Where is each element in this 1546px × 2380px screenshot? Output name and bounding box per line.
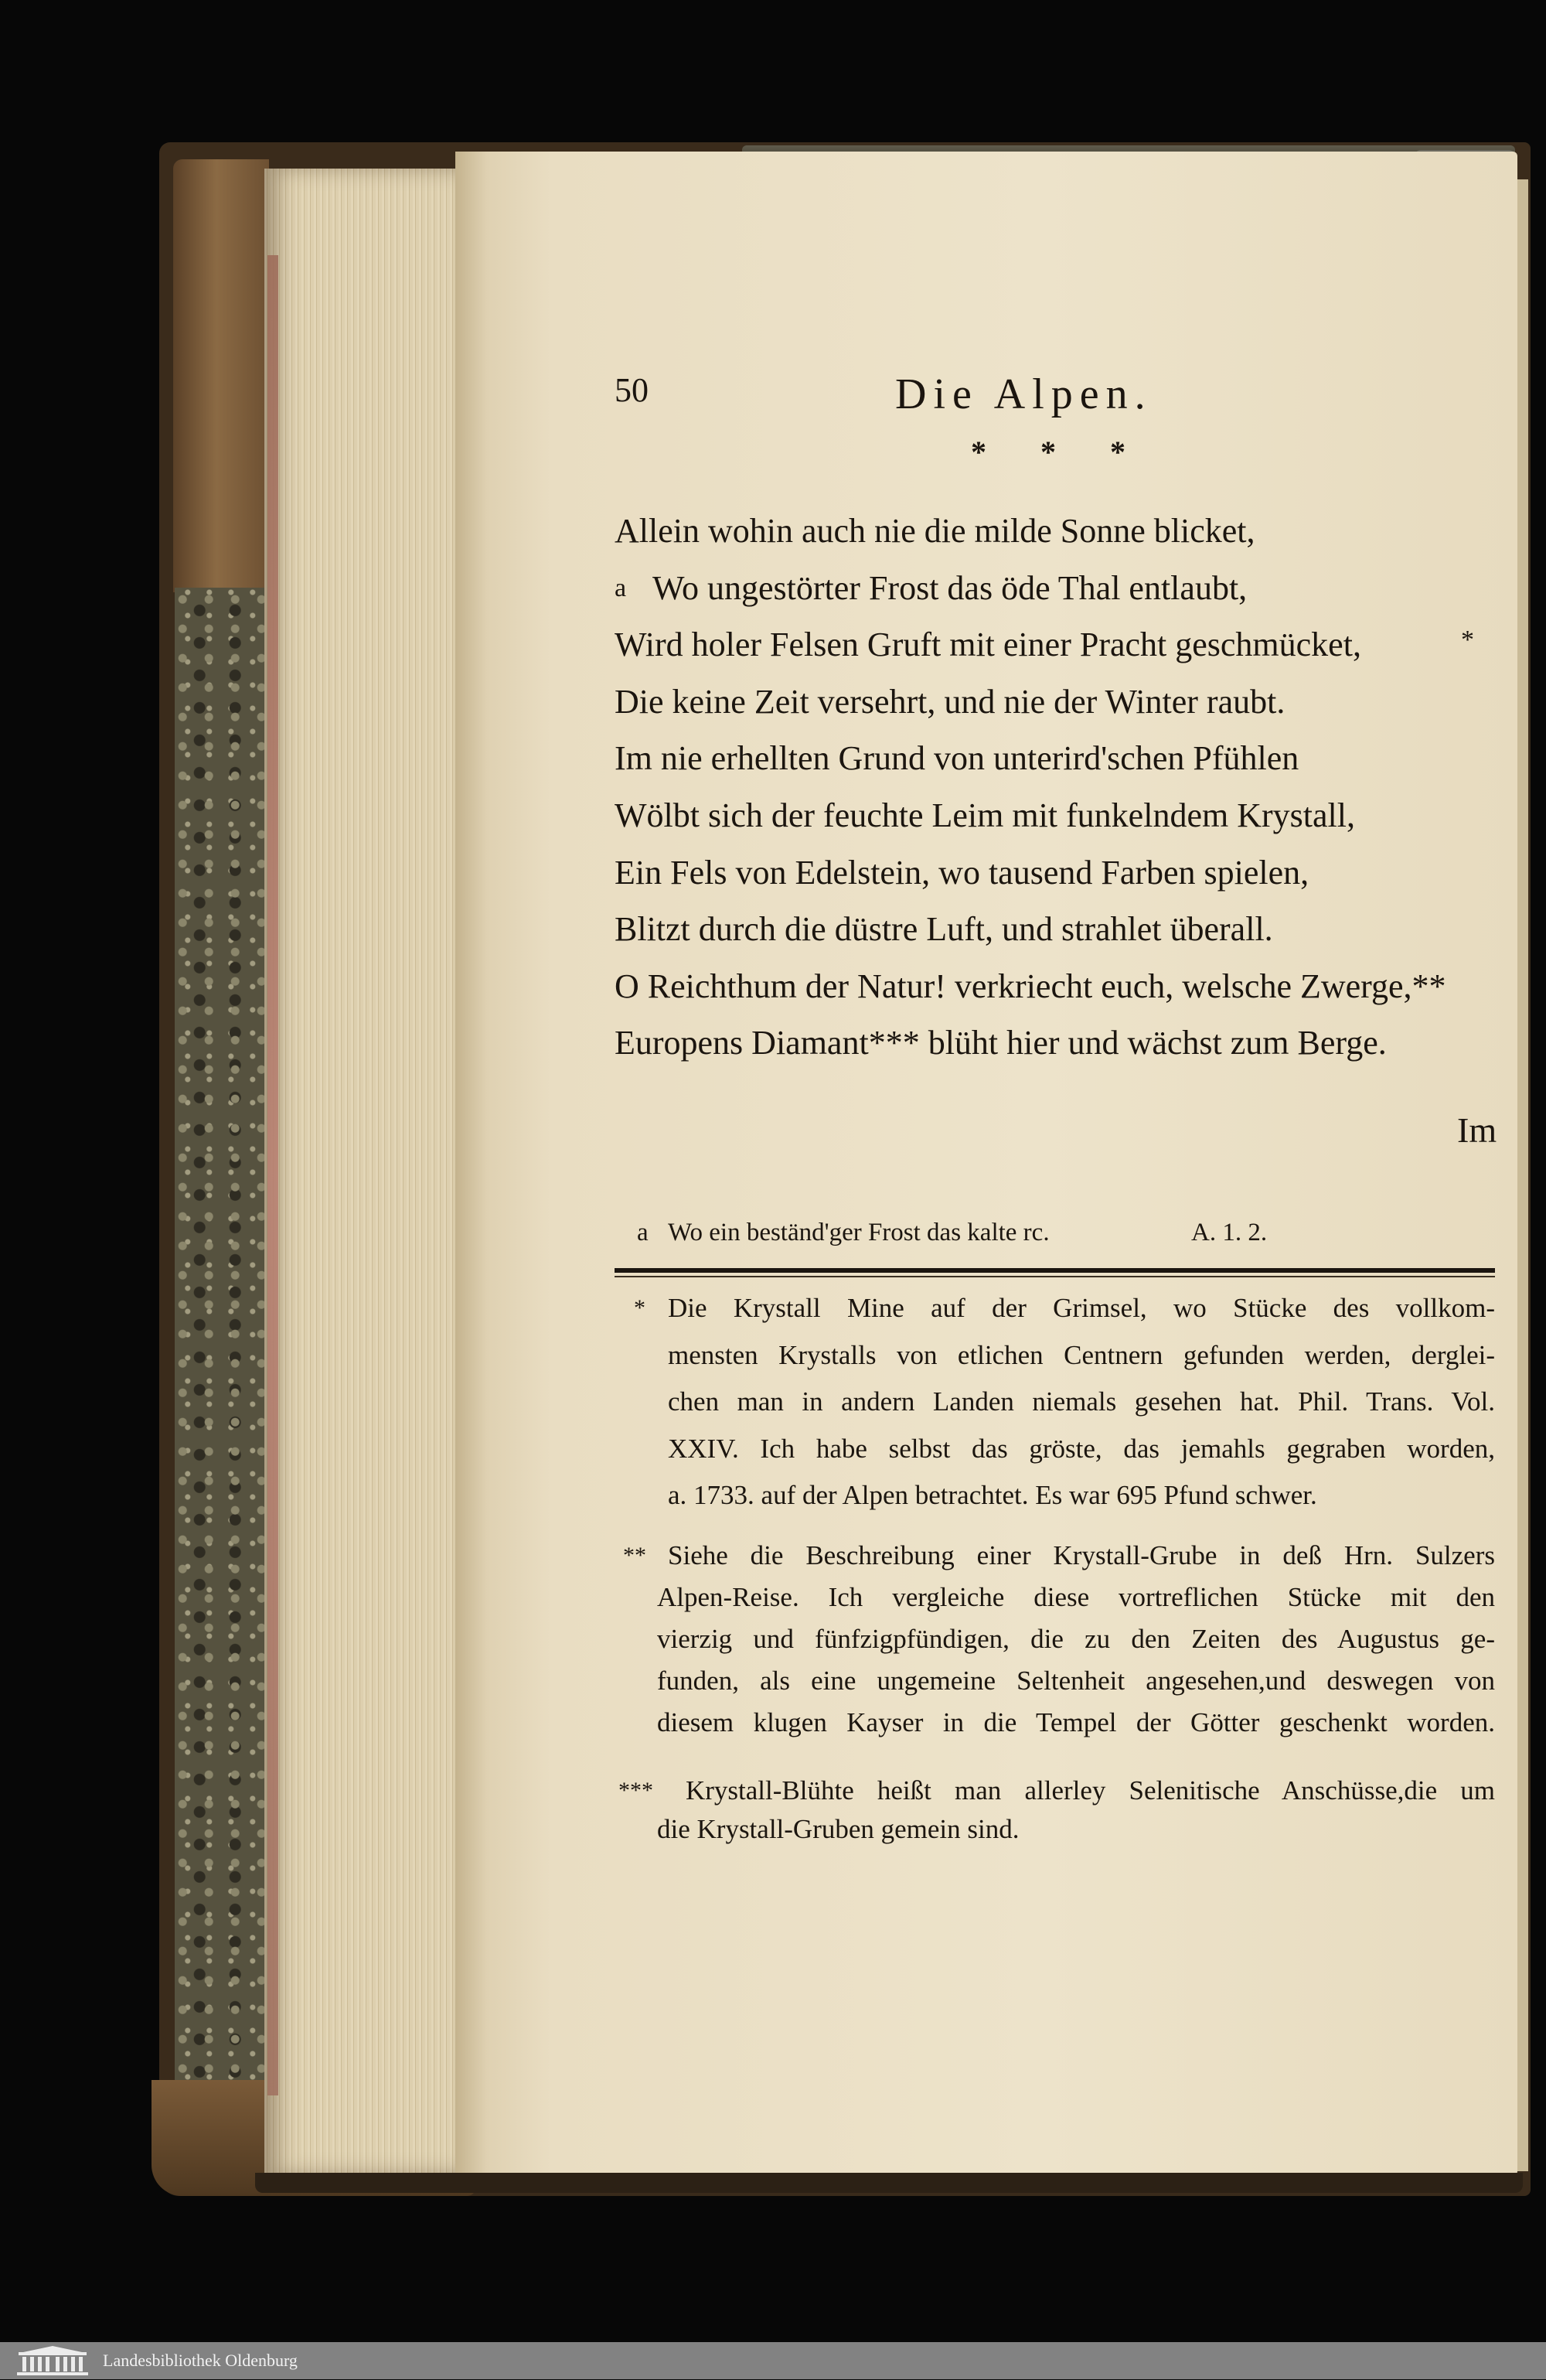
- footnote-line: die Krystall-Gruben gemein sind.: [657, 1814, 1020, 1844]
- red-page-edge: [267, 255, 278, 2095]
- footnote-1: [634, 1285, 1495, 1519]
- verse-line-text: Blitzt durch die düstre Luft, und strahlet überall.: [615, 910, 1273, 949]
- library-building-icon: [15, 2345, 90, 2376]
- footnote-reference: *: [1461, 626, 1474, 655]
- footnote-marker: **: [623, 1543, 646, 1568]
- footnote-line: Krystall-Blühte heißt man allerley Selenitische Anschüsse,die um: [686, 1775, 1495, 1805]
- footnote-marker: ***: [618, 1778, 653, 1803]
- verse-line: [615, 901, 1496, 958]
- footnote-marker: *: [634, 1295, 645, 1321]
- page-edge-stack: [264, 169, 458, 2174]
- footnote-line: Die Krystall Mine auf der Grimsel, wo Stücke des vollkom-: [668, 1293, 1495, 1323]
- verse-line: [615, 787, 1496, 844]
- footnote-rule: [615, 1268, 1495, 1273]
- next-page-sliver: [1517, 179, 1528, 2171]
- marbled-cover-edge: [175, 588, 267, 2095]
- verse-line: [615, 730, 1496, 787]
- variant-note-source: A. 1. 2.: [1191, 1219, 1268, 1246]
- leather-spine-top: [173, 159, 269, 592]
- variant-note: [637, 1216, 1495, 1250]
- verse-line-text: Allein wohin auch nie die milde Sonne blicket,: [615, 512, 1255, 550]
- verse-line-text: Europens Diamant*** blüht hier und wächst zum Berge.: [615, 1024, 1387, 1062]
- verse-line-text: Ein Fels von Edelstein, wo tausend Farben spielen,: [615, 853, 1309, 892]
- library-name: Landesbibliothek Oldenburg: [103, 2351, 298, 2370]
- footnote-line: diesem klugen Kayser in die Tempel der Götter geschenkt worden.: [657, 1707, 1495, 1737]
- footnote-line: Siehe die Beschreibung einer Krystall-Grube in deß Hrn. Sulzers: [668, 1540, 1495, 1570]
- verse-line: [615, 1014, 1496, 1072]
- footnote-line: XXIV. Ich habe selbst das gröste, das jemahls gegraben worden,: [668, 1433, 1495, 1464]
- footnote-2: [623, 1535, 1495, 1744]
- verse-line-text: Wird holer Felsen Gruft mit einer Pracht geschmücket,: [615, 626, 1361, 664]
- footnote-3: [618, 1771, 1495, 1849]
- variant-note-text: Wo ein beständ'ger Frost das kalte rc.: [668, 1219, 1050, 1246]
- verse-line: [615, 958, 1496, 1015]
- verse-line-text: O Reichthum der Natur! verkriecht euch, welsche Zwerge,**: [615, 967, 1446, 1005]
- footnote-line: Alpen-Reise. Ich vergleiche diese vortreflichen Stücke mit den: [657, 1582, 1495, 1612]
- verse-line: [615, 673, 1496, 731]
- running-head: Die Alpen.: [895, 370, 1153, 418]
- section-ornament: * * *: [971, 435, 1149, 469]
- verse-stanza: [615, 503, 1496, 1072]
- footnote-line: a. 1733. auf der Alpen betrachtet. Es war 695 Pfund schwer.: [668, 1480, 1317, 1510]
- verse-line-text: Wo ungestörter Frost das öde Thal entlaubt,: [652, 568, 1248, 607]
- verse-line-text: Die keine Zeit versehrt, und nie der Winter raubt.: [615, 682, 1285, 721]
- variant-note-marker: a: [637, 1219, 649, 1246]
- catchword: Im: [1457, 1110, 1497, 1150]
- verse-line-text: Wölbt sich der feuchte Leim mit funkelndem Krystall,: [615, 796, 1355, 834]
- footnote-line: vierzig und fünfzigpfündigen, die zu den Zeiten des Augustus ge-: [657, 1624, 1495, 1654]
- verse-line: [615, 844, 1496, 902]
- footnote-rule-thin: [615, 1276, 1495, 1277]
- verse-line: [615, 560, 1496, 617]
- footer-bar: [0, 2342, 1546, 2379]
- variant-marker: a: [615, 573, 627, 602]
- page-number: 50: [615, 371, 649, 409]
- footnote-line: funden, als eine ungemeine Seltenheit angesehen,und deswegen von: [657, 1666, 1495, 1696]
- verse-line: [615, 616, 1496, 673]
- verse-line: [615, 503, 1496, 560]
- verse-line-text: Im nie erhellten Grund von unterird'schen Pfühlen: [615, 739, 1299, 778]
- footnote-line: chen man in andern Landen niemals gesehen hat. Phil. Trans. Vol.: [668, 1386, 1495, 1417]
- footnote-line: mensten Krystalls von etlichen Centnern gefunden werden, derglei-: [668, 1339, 1495, 1370]
- bottom-cover-edge: [255, 2173, 1523, 2193]
